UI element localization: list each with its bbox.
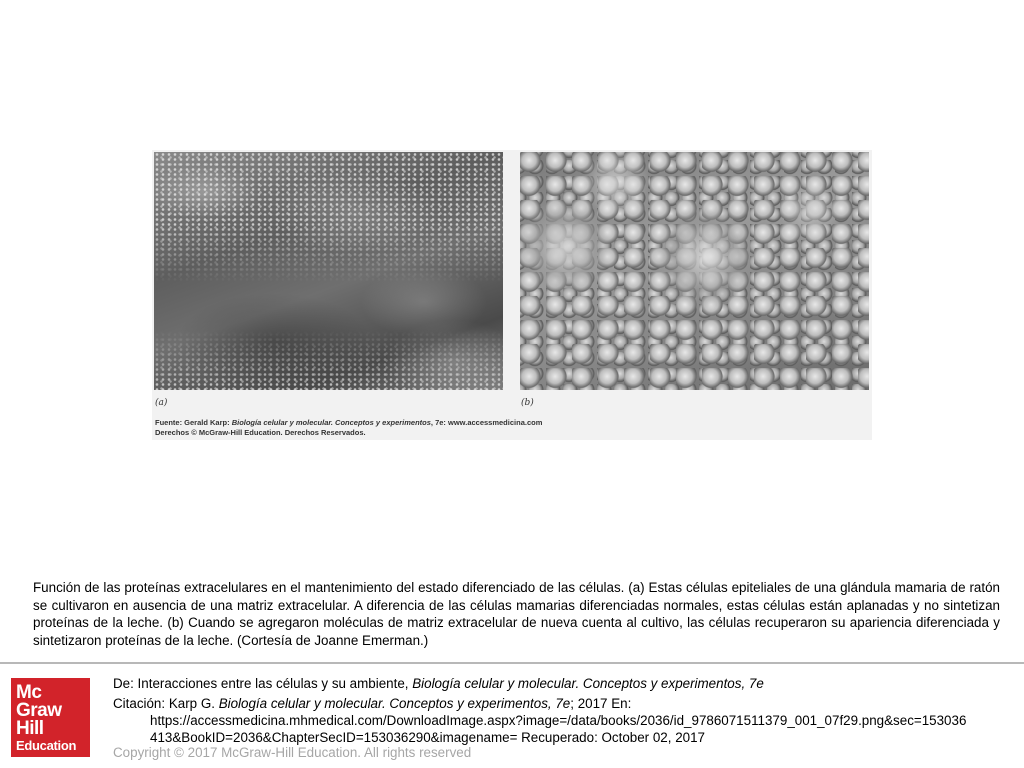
micrograph-b — [520, 152, 869, 390]
figure-label-a: (a) — [155, 398, 168, 408]
figure-panel — [152, 150, 872, 440]
figure-source — [155, 418, 542, 438]
footer-divider — [0, 662, 1024, 664]
source-suffix: , 7e: www.accessmedicina.com — [430, 418, 543, 427]
source-rights: Derechos © McGraw-Hill Education. Derechos Reservados. — [155, 428, 366, 437]
logo-line-1: Mc — [16, 682, 42, 703]
from-line — [113, 675, 1018, 692]
logo-line-2: Graw — [16, 700, 62, 721]
citation-url-line-2[interactable]: 413&BookID=2036&ChapterSecID=153036290&imagename= Recuperado: October 02, 2017 — [150, 730, 705, 745]
mcgraw-hill-logo — [11, 678, 90, 757]
figure-caption: Función de las proteínas extracelulares en el mantenimiento del estado diferenciado de las células. (a) Estas células epiteliales de una glándula mamaria de ratón se cultivaron en ausencia de una matriz extracelular. A diferencia de las células mamarias diferenciadas normales, estas células están aplanadas y no sintetizan proteínas de la leche. (b) Cuando se agregaron moléculas de matriz extracelular de nueva cuenta al cultivo, las células recuperaron su apariencia diferenciada y sintetizaron proteínas de la leche. (Cortesía de Joanne Emerman.) — [33, 580, 1000, 648]
citation-url-line-1[interactable]: https://accessmedicina.mhmedical.com/DownloadImage.aspx?image=/data/books/2036/id_9786071511379_001_07f29.png&sec=153036 — [150, 713, 967, 728]
logo-line-4: Education — [16, 738, 77, 753]
micrograph-a — [154, 152, 503, 390]
citation-book: Biología celular y molecular. Conceptos y experimentos, 7e — [218, 696, 571, 711]
from-book: Biología celular y molecular. Conceptos y experimentos, 7e — [412, 676, 764, 691]
citation-block — [113, 675, 1018, 746]
copyright-notice: Copyright © 2017 McGraw-Hill Education. All rights reserved — [113, 745, 472, 760]
citation-line — [113, 695, 1018, 712]
figure-label-b: (b) — [521, 398, 534, 408]
citation-separator: . — [211, 696, 219, 711]
from-prefix: De: Interacciones entre las células y su ambiente, — [113, 676, 413, 691]
source-title: Biología celular y molecular. Conceptos y experimentos — [231, 418, 431, 427]
citation-suffix: ; 2017 En: — [570, 696, 632, 711]
source-prefix: Fuente: Gerald Karp: — [155, 418, 232, 427]
citation-prefix: Citación: Karp G — [113, 696, 212, 711]
logo-line-3: Hill — [16, 718, 44, 739]
